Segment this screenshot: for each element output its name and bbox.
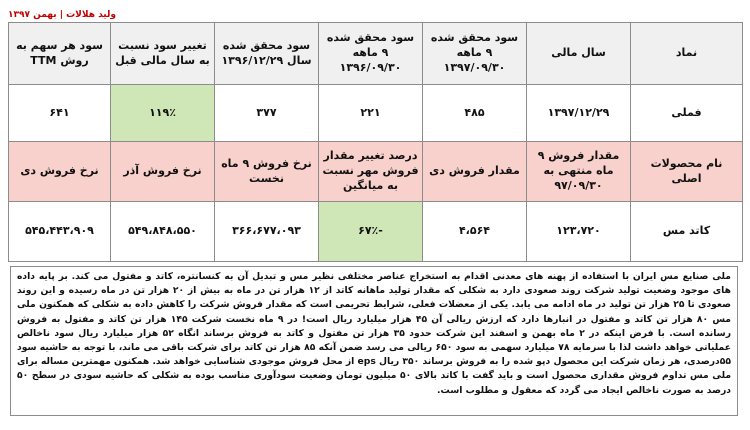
header-profit-9m-1397: سود محقق شده ۹ ماهه ۱۳۹۷/۰۹/۳۰ — [423, 23, 527, 85]
header-fiscal-year: سال مالی — [527, 23, 631, 85]
table2-value-row — [9, 202, 743, 262]
header-eps-ttm: سود هر سهم به روش TTM — [9, 23, 111, 85]
header-main-product: نام محصولات اصلی — [631, 142, 743, 202]
value-symbol: فملی — [631, 85, 743, 142]
table2-header-row — [9, 142, 743, 202]
header-sales-dey: مقدار فروش دی — [423, 142, 527, 202]
header-sales-change: درصد تغییر مقدار فروش مهر نسبت به میانگین — [319, 142, 423, 202]
value-main-product: کاتد مس — [631, 202, 743, 262]
author-tag: ولید هلالات | بهمن ۱۳۹۷ — [8, 10, 116, 20]
value-fiscal-year: ۱۳۹۷/۱۲/۲۹ — [527, 85, 631, 142]
header-rate-dey: نرخ فروش دی — [9, 142, 111, 202]
value-profit-change: ۱۱۹٪ — [111, 85, 215, 142]
value-rate-dey: ۵۴۵،۴۴۳،۹۰۹ — [9, 202, 111, 262]
table1-value-row — [9, 85, 743, 142]
analysis-paragraph: ملی صنایع مس ایران با استفاده از پهنه های معدنی اقدام به استخراج عناصر مختلفی نظیر مس و تبدیل آن به کنسانتره، کاتد و مفتول می کند. بر پایه داده های موجود وضعیت تولید شرکت روند صعودی دارد به شکلی که مقدار تولید ماهانه کاتد از ۱۲ هزار تن در ماه به بیش از ۲۰ هزار تن در ماه رسیده و این روند صعودی تا ۲۵ هزار تن تولید در ماه ادامه می یابد. یکی از معضلات فعلی، شرایط تحریمی است که مقدار فروش شرکت را کاهش داده به شکلی که همکنون ملی مس ۸۰ هزار تن کاتد و مفتول در انبارها دارد که ارزش ریالی آن ۴۵ هزار میلیارد ریال است! در ۹ ماه نخست شرکت ۱۴۵ هزار تن کاتد و مفتول به فروش رسانده است. با فرض اینکه در ۲ ماه بهمن و اسفند این شرکت حدود ۳۵ هزار تن مفتول و کاتد به فروش برساند انگاه ۵۲ هزار میلیارد ریال سود ناخالص عملیاتی خواهد داشت لذا با سرمایه ۷۸ میلیارد سهمی به سود ۶۵۰ ریالی می رسد ضمن آنکه ۸۵ هزار تن کاتد برای شرکت باقی می ماند، با توجه به حاشیه سود ۵۵درصدی، هر زمان شرکت این محصول دپو شده را به فروش برساند ۳۵۰ ریال eps از محل فروش موجودی شناسایی خواهد شد. همکنون مهمترین مساله برای ملی مس تداوم فروش مقداری محصول است و باید گفت با کاتد بالای ۵۰ میلیون تومان وضعیت سودآوری مناسب بوده به شکلی که حاشیه سودی در سطح ۵۰ درصد به صورت ناخالص ایجاد می گردد که معقول و مطلوب است. — [10, 266, 738, 416]
value-sales-9m: ۱۲۳،۷۲۰ — [527, 202, 631, 262]
header-profit-year-1396: سود محقق شده سال ۱۳۹۶/۱۲/۲۹ — [215, 23, 319, 85]
value-profit-year-1396: ۳۷۷ — [215, 85, 319, 142]
value-rate-9m: ۳۶۶،۶۷۷،۰۹۳ — [215, 202, 319, 262]
value-sales-change: -۶۷٪ — [319, 202, 423, 262]
header-rate-9m: نرخ فروش ۹ ماه نخست — [215, 142, 319, 202]
header-symbol: نماد — [631, 23, 743, 85]
header-profit-9m-1396: سود محقق شده ۹ ماهه ۱۳۹۶/۰۹/۳۰ — [319, 23, 423, 85]
summary-table — [8, 22, 743, 262]
header-rate-azar: نرخ فروش آذر — [111, 142, 215, 202]
table1-header-row — [9, 23, 743, 85]
header-profit-change: تغییر سود نسبت به سال مالی قبل — [111, 23, 215, 85]
value-eps-ttm: ۶۴۱ — [9, 85, 111, 142]
value-profit-9m-1396: ۲۲۱ — [319, 85, 423, 142]
value-sales-dey: ۴،۵۶۴ — [423, 202, 527, 262]
value-profit-9m-1397: ۴۸۵ — [423, 85, 527, 142]
header-sales-9m: مقدار فروش ۹ ماه منتهی به ۹۷/۰۹/۳۰ — [527, 142, 631, 202]
value-rate-azar: ۵۴۹،۸۴۸،۵۵۰ — [111, 202, 215, 262]
